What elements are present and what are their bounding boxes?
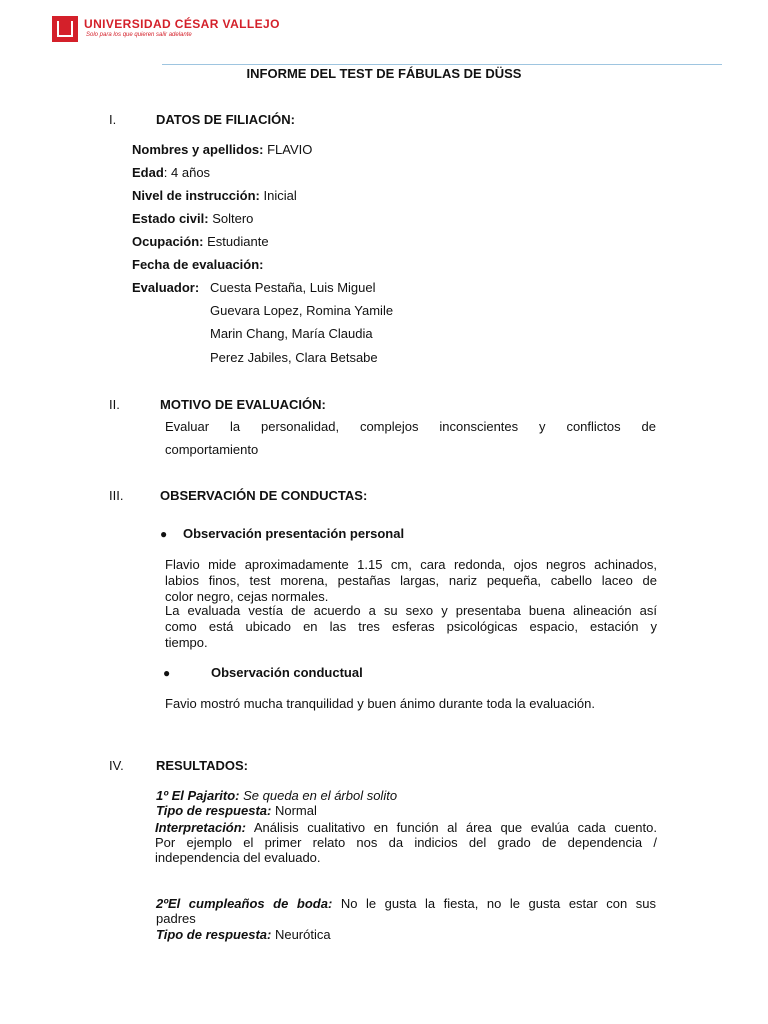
header-divider [162,64,722,65]
fable-2-response-value: Neurótica [271,927,331,942]
fable-1-title: 1º El Pajarito: [156,788,240,803]
interpretation-line-1 [155,820,657,836]
subheading-conductual: Observación conductual [211,665,363,680]
field-level-label: Nivel de instrucción: [132,188,260,203]
response-label: Tipo de respuesta: [156,927,272,942]
document-title: INFORME DEL TEST DE FÁBULAS DE DÜSS [246,66,522,81]
field-name [132,142,312,158]
section-1-number: I. [109,112,117,127]
interpretation-line-2: Por ejemplo el primer relato nos da indicios del grado de dependencia / [155,835,657,850]
field-name-value: FLAVIO [263,142,313,157]
university-name: UNIVERSIDAD CÉSAR VALLEJO [84,17,280,31]
field-job [132,234,269,250]
section-3-number: III. [109,488,124,503]
fable-1 [156,788,397,804]
bullet-icon: ● [163,666,171,680]
interpretation-line-3: independencia del evaluado. [155,850,321,865]
field-date [132,257,264,273]
university-logo-icon [52,16,78,42]
section-2-heading: MOTIVO DE EVALUACIÓN: [160,397,326,412]
field-name-label: Nombres y apellidos: [132,142,264,157]
fable-1-response [156,803,317,819]
field-level-value: Inicial [259,188,297,203]
field-level [132,188,297,204]
field-age-label: Edad [132,165,164,180]
para-personal-3: color negro, cejas normales. [165,589,329,604]
fable-2-text: No le gusta la fiesta, no le gusta estar con sus [332,896,656,911]
motive-line-1: Evaluar la personalidad, complejos inconscientes y conflictos de [165,419,656,434]
interpretation-label: Interpretación: [155,820,247,835]
field-civil [132,211,253,227]
para-personal-1: Flavio mide aproximadamente 1.15 cm, cara redonda, ojos negros achinados, [165,557,657,572]
section-4-number: IV. [109,758,124,773]
fable-1-response-value: Normal [271,803,317,818]
fable-2-text-2: padres [156,911,196,926]
motive-line-2: comportamiento [165,442,259,457]
para-personal-4: La evaluada vestía de acuerdo a su sexo y presentaba buena alineación así [165,603,657,618]
section-2-number: II. [109,397,120,412]
para-conductual: Favio mostró mucha tranquilidad y buen ánimo durante toda la evaluación. [165,696,595,711]
evaluator-3: Marin Chang, María Claudia [210,326,373,341]
field-job-value: Estudiante [203,234,269,249]
field-date-label: Fecha de evaluación: [132,257,264,272]
para-personal-6: tiempo. [165,635,208,650]
subheading-personal: Observación presentación personal [183,526,405,541]
para-personal-5: como está ubicado en las tres esferas psicológicas espacio, estación y [165,619,657,634]
section-4-heading: RESULTADOS: [156,758,248,773]
field-job-label: Ocupación: [132,234,204,249]
fable-1-text: Se queda en el árbol solito [239,788,398,803]
evaluator-2: Guevara Lopez, Romina Yamile [210,303,394,318]
fable-2 [156,896,656,912]
evaluator-1: Cuesta Pestaña, Luis Miguel [210,280,376,295]
response-label: Tipo de respuesta: [156,803,272,818]
bullet-icon: ● [160,527,168,541]
university-tagline: Solo para los que quieren salir adelante [86,32,192,38]
evaluator-4: Perez Jabiles, Clara Betsabe [210,350,378,365]
field-age [132,165,210,181]
section-1-heading: DATOS DE FILIACIÓN: [156,112,295,127]
section-3-heading: OBSERVACIÓN DE CONDUCTAS: [160,488,368,503]
field-civil-label: Estado civil: [132,211,209,226]
para-personal-2: labios finos, test morena, pestañas largas, nariz pequeña, cabello laceo de [165,573,657,588]
fable-2-response [156,927,331,943]
field-age-value: : 4 años [163,165,211,180]
field-civil-value: Soltero [208,211,254,226]
fable-2-title: 2ºEl cumpleaños de boda: [156,896,333,911]
field-evaluator-label: Evaluador: [132,280,200,295]
interpretation-text-1: Análisis cualitativo en función al área que evalúa cada cuento. [246,820,657,835]
